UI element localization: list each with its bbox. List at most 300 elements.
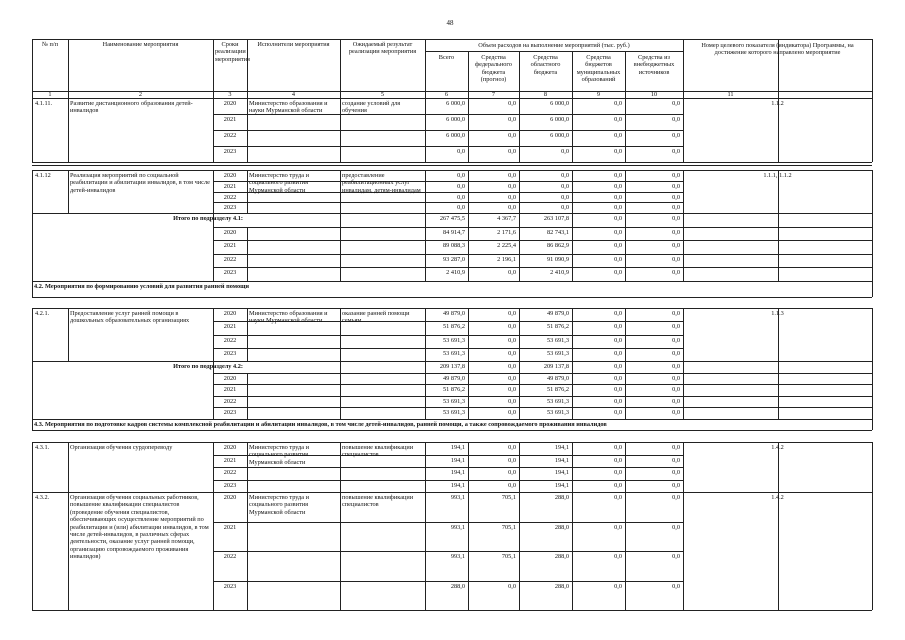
amount-cell: 2 196,1 [497, 255, 516, 263]
grid-line-v [247, 227, 248, 281]
item-executors: Министерство труда и социального развития Мурманской области [249, 444, 309, 466]
grid-line-h [213, 396, 872, 397]
grid-line-v [572, 98, 573, 162]
amount-cell: 0,0 [672, 553, 680, 560]
amount-cell: 0,0 [672, 444, 680, 451]
amount-cell: 0,0 [508, 336, 516, 344]
amount-cell: 0,0 [614, 148, 622, 155]
grid-line-h [213, 522, 683, 523]
year-cell: 2020 [223, 374, 237, 382]
amount-cell: 263 107,8 [543, 215, 569, 222]
grid-line-v [32, 308, 33, 361]
grid-line-v [872, 170, 873, 213]
amount-cell: 53 691,3 [442, 336, 465, 344]
grid-line-v [572, 213, 573, 281]
grid-line-v [340, 361, 341, 419]
amount-cell: 0,0 [672, 363, 680, 370]
grid-line-h [213, 348, 683, 349]
item-name: Реализация мероприятий по социальной реабилитации и абилитации инвалидов, в том числе детей-инвалидов [70, 172, 210, 194]
grid-line-h [32, 308, 872, 309]
amount-cell: 209 137,8 [543, 363, 569, 370]
year-cell: 2020 [223, 228, 237, 236]
amount-cell: 2 410,9 [446, 269, 465, 277]
column-number: 5 [380, 91, 385, 98]
amount-cell: 0,0 [614, 255, 622, 263]
amount-cell: 0,0 [508, 116, 516, 123]
header-num: № п/п [41, 41, 59, 48]
item-executors: Министерство образования и науки Мурманской области [249, 100, 328, 115]
grid-line-h [32, 297, 872, 298]
item-indicator: 1.4.2 [771, 494, 784, 501]
column-number: 3 [228, 91, 232, 98]
item-number: 4.1.11. [35, 100, 53, 107]
header-total: Всего [438, 54, 455, 61]
grid-line-v [872, 419, 873, 430]
amount-cell: 49 879,0 [546, 374, 569, 382]
amount-cell: 53 691,3 [546, 397, 569, 405]
grid-line-v [683, 98, 684, 162]
grid-line-v [683, 170, 684, 213]
column-number: 10 [650, 91, 658, 98]
grid-line-v [468, 442, 469, 492]
amount-cell: 194,1 [450, 481, 465, 489]
grid-line-v [425, 442, 426, 492]
grid-line-v [872, 492, 873, 610]
grid-line-v [683, 213, 684, 281]
item-indicator: 1.1.2 [771, 100, 784, 107]
item-executors: Министерство образования и науки Мурманской области [249, 310, 328, 325]
item-number: 4.1.12 [35, 172, 51, 179]
header-expenses: Объем расходов на выполнение мероприятий (тыс. руб.) [478, 42, 630, 49]
header-result: Ожидаемый результат реализации мероприятия [348, 41, 417, 56]
amount-cell: 209 137,8 [439, 363, 465, 370]
grid-line-h [213, 130, 683, 131]
year-cell: 2021 [223, 456, 237, 464]
amount-cell: 0,0 [614, 456, 622, 464]
amount-cell: 0,0 [672, 469, 680, 476]
grid-line-v [519, 361, 520, 419]
grid-line-v [625, 170, 626, 213]
header-terms: Сроки реализации мероприятия [215, 41, 250, 63]
column-number: 11 [727, 91, 734, 98]
year-cell: 2023 [223, 582, 237, 590]
amount-cell: 0,0 [508, 323, 516, 331]
header-regional: Средства областного бюджета [530, 54, 561, 76]
grid-line-v [213, 308, 214, 361]
amount-cell: 0,0 [614, 204, 622, 212]
amount-cell: 0,0 [508, 148, 516, 155]
item-number: 4.3.1. [35, 444, 50, 451]
amount-cell: 53 691,3 [442, 349, 465, 357]
grid-line-v [778, 213, 779, 281]
amount-cell: 0,0 [672, 494, 680, 501]
amount-cell: 0,0 [508, 182, 516, 190]
grid-line-v [572, 361, 573, 419]
grid-line-h [213, 407, 872, 408]
amount-cell: 2 171,6 [497, 228, 516, 236]
amount-cell: 0,0 [561, 172, 569, 179]
amount-cell: 89 088,3 [442, 242, 465, 250]
header-extra: Средства из внебюджетных источников [633, 54, 675, 76]
amount-cell: 51 876,2 [442, 386, 465, 394]
amount-cell: 2 410,9 [550, 269, 569, 277]
grid-line-v [340, 308, 341, 361]
grid-line-h [213, 480, 683, 481]
grid-line-v [778, 361, 779, 419]
grid-line-v [625, 213, 626, 281]
amount-cell: 705,1 [501, 523, 516, 531]
amount-cell: 0,0 [457, 182, 465, 190]
amount-cell: 0,0 [614, 582, 622, 590]
header-municipal: Средства бюджетов муниципальных образований [576, 54, 621, 84]
amount-cell: 288,0 [554, 582, 569, 590]
grid-line-v [213, 492, 214, 610]
amount-cell: 0,0 [672, 323, 680, 331]
grid-line-h [213, 227, 872, 228]
header-executors: Исполнители мероприятия [257, 41, 330, 48]
grid-line-v [247, 492, 248, 610]
year-cell: 2022 [223, 397, 237, 405]
amount-cell: 49 879,0 [546, 310, 569, 317]
grid-line-v [68, 442, 69, 492]
grid-line-v [32, 442, 33, 492]
amount-cell: 0,0 [561, 148, 569, 155]
year-cell: 2020 [223, 172, 237, 179]
amount-cell: 993,1 [450, 494, 465, 501]
grid-line-v [213, 98, 214, 162]
amount-cell: 0,0 [508, 397, 516, 405]
grid-line-v [32, 281, 33, 297]
amount-cell: 0,0 [614, 172, 622, 179]
grid-line-h [32, 492, 872, 493]
grid-line-v [683, 492, 684, 610]
grid-line-h [213, 240, 872, 241]
amount-cell: 0,0 [672, 386, 680, 394]
amount-cell: 53 691,3 [546, 336, 569, 344]
grid-line-v [32, 170, 33, 213]
header-indicator: Номер целевого показателя (индикатора) Программы, на достижение которого направлено мероприятие [701, 42, 854, 57]
amount-cell: 194,1 [450, 444, 465, 451]
amount-cell: 0,0 [614, 409, 622, 417]
amount-cell: 0,0 [672, 397, 680, 405]
grid-line-v [32, 361, 33, 419]
grid-line-v [213, 170, 214, 213]
year-cell: 2022 [223, 469, 237, 476]
amount-cell: 0,0 [672, 409, 680, 417]
grid-line-v [425, 361, 426, 419]
amount-cell: 4 367,7 [497, 215, 516, 222]
amount-cell: 194,1 [450, 456, 465, 464]
amount-cell: 0,0 [508, 374, 516, 382]
amount-cell: 0,0 [457, 148, 465, 155]
grid-line-v [683, 442, 684, 492]
amount-cell: 53 691,3 [546, 409, 569, 417]
grid-line-h [213, 146, 683, 147]
grid-line-v [625, 361, 626, 419]
amount-cell: 84 914,7 [442, 228, 465, 236]
amount-cell: 0,0 [508, 469, 516, 476]
item-result: создание условий для обучения [342, 100, 401, 115]
column-number: 6 [444, 91, 449, 98]
amount-cell: 0,0 [672, 374, 680, 382]
amount-cell: 0,0 [614, 182, 622, 190]
grid-line-v [425, 213, 426, 281]
amount-cell: 0,0 [614, 481, 622, 489]
item-name: Организация обучения социальных работников, повышение квалификации специалистов (проведение обучения специалистов, обеспечивающих осуществление мероприятий по реабилитации и (или) абилитации инвалидов, в том числе детей-инвалидов, в различных сферах деятельности, оказание услуг ранней помощи, организацию сопровождаемого проживания инвалидов) [70, 494, 209, 561]
grid-line-v [68, 492, 69, 610]
grid-line-h [32, 170, 872, 171]
year-cell: 2020 [223, 100, 237, 107]
amount-cell: 0,0 [614, 494, 622, 501]
grid-line-v [519, 170, 520, 213]
grid-line-v [872, 281, 873, 297]
item-name: Организация обучения сурдопереводу [70, 444, 173, 451]
amount-cell: 0,0 [614, 193, 622, 201]
grid-line-h [425, 51, 683, 52]
grid-line-v [68, 308, 69, 361]
amount-cell: 82 743,1 [546, 228, 569, 236]
grid-line-v [32, 98, 33, 162]
amount-cell: 93 287,0 [442, 255, 465, 263]
grid-line-v [519, 213, 520, 281]
grid-line-h [32, 39, 872, 40]
grid-line-v [572, 308, 573, 361]
grid-line-v [519, 492, 520, 610]
grid-line-h [213, 551, 683, 552]
grid-line-v [425, 308, 426, 361]
grid-line-v [625, 308, 626, 361]
amount-cell: 0,0 [508, 269, 516, 277]
grid-line-v [468, 213, 469, 281]
grid-line-v [872, 308, 873, 361]
year-cell: 2020 [223, 310, 237, 317]
item-name: Предоставление услуг ранней помощи в дошкольных образовательных организациях [70, 310, 190, 325]
year-cell: 2023 [223, 349, 237, 357]
grid-line-v [468, 98, 469, 162]
grid-line-h [213, 267, 872, 268]
item-indicator: 1.1.1, 1.1.2 [763, 172, 792, 179]
header-federal: Средства федерального бюджета (прогноз) [475, 54, 512, 84]
grid-line-h [213, 373, 872, 374]
column-number: 1 [48, 91, 52, 98]
amount-cell: 288,0 [554, 553, 569, 560]
grid-line-v [247, 442, 248, 492]
item-result: повышение квалификации специалистов [342, 494, 414, 509]
amount-cell: 0,0 [508, 349, 516, 357]
amount-cell: 0,0 [457, 204, 465, 212]
grid-line-h [213, 467, 683, 468]
amount-cell: 0,0 [672, 193, 680, 201]
grid-line-v [340, 39, 341, 98]
amount-cell: 705,1 [501, 494, 516, 501]
amount-cell: 86 862,9 [546, 242, 569, 250]
amount-cell: 6 000,0 [550, 116, 569, 123]
amount-cell: 0,0 [614, 397, 622, 405]
year-cell: 2021 [223, 523, 237, 531]
amount-cell: 0,0 [508, 193, 516, 201]
section-title: 4.3. Мероприятия по подготовке кадров системы комплексной реабилитации и абилитации инвалидов, в том числе детей-инвалидов, ранней помощи, а также сопровождаемого проживания инвалидов [34, 421, 607, 428]
grid-line-v [683, 308, 684, 361]
year-cell: 2021 [223, 182, 237, 190]
grid-line-v [68, 170, 69, 213]
amount-cell: 0,0 [508, 456, 516, 464]
column-number: 2 [138, 91, 143, 98]
amount-cell: 0,0 [672, 310, 680, 317]
amount-cell: 0,0 [672, 148, 680, 155]
year-cell: 2022 [223, 193, 237, 201]
amount-cell: 0,0 [508, 100, 516, 107]
amount-cell: 194,1 [554, 444, 569, 451]
grid-line-v [68, 98, 69, 162]
amount-cell: 0,0 [614, 336, 622, 344]
amount-cell: 0,0 [614, 116, 622, 123]
grid-line-v [340, 170, 341, 213]
grid-line-h [213, 202, 683, 203]
grid-line-v [32, 492, 33, 610]
grid-line-h [213, 581, 683, 582]
year-cell: 2020 [223, 494, 237, 501]
amount-cell: 0,0 [672, 456, 680, 464]
grid-line-v [625, 442, 626, 492]
column-number: 4 [291, 91, 296, 98]
amount-cell: 6 000,0 [446, 116, 465, 123]
grid-line-h [213, 254, 872, 255]
grid-line-v [872, 213, 873, 281]
grid-line-v [872, 98, 873, 162]
item-indicator: 1.4.2 [771, 444, 784, 451]
grid-line-h [32, 162, 872, 163]
amount-cell: 0,0 [672, 100, 680, 107]
grid-line-v [68, 39, 69, 98]
amount-cell: 0,0 [508, 444, 516, 451]
year-cell: 2023 [223, 269, 237, 277]
amount-cell: 0,0 [672, 582, 680, 590]
grid-line-v [340, 492, 341, 610]
grid-line-v [340, 98, 341, 162]
item-result: предоставление реабилитационных услуг инвалидам, детям-инвалидам [342, 172, 421, 194]
amount-cell: 0,0 [508, 363, 516, 370]
grid-line-v [468, 308, 469, 361]
grid-line-v [468, 492, 469, 610]
amount-cell: 0,0 [672, 242, 680, 250]
item-executors: Министерство труда и социального развития Мурманской области [249, 172, 309, 194]
amount-cell: 6 000,0 [550, 100, 569, 107]
amount-cell: 0,0 [614, 523, 622, 531]
amount-cell: 0,0 [672, 228, 680, 236]
grid-line-h [32, 281, 872, 282]
grid-line-h [32, 98, 872, 99]
grid-line-h [32, 213, 872, 214]
year-cell: 2021 [223, 242, 237, 250]
amount-cell: 0,0 [508, 310, 516, 317]
grid-line-h [32, 165, 872, 166]
amount-cell: 6 000,0 [550, 132, 569, 139]
item-number: 4.3.2. [35, 494, 50, 501]
amount-cell: 194,1 [554, 481, 569, 489]
amount-cell: 0,0 [457, 172, 465, 179]
grid-line-v [778, 98, 779, 162]
amount-cell: 0,0 [672, 182, 680, 190]
amount-cell: 0,0 [614, 100, 622, 107]
grid-line-v [425, 39, 426, 98]
amount-cell: 0,0 [614, 269, 622, 277]
grid-line-v [247, 170, 248, 213]
grid-line-h [32, 361, 872, 362]
amount-cell: 0,0 [614, 132, 622, 139]
grid-line-h [32, 610, 872, 611]
amount-cell: 49 879,0 [442, 374, 465, 382]
amount-cell: 0,0 [614, 553, 622, 560]
amount-cell: 0,0 [508, 409, 516, 417]
item-name: Развитие дистанционного образования детей-инвалидов [70, 100, 193, 115]
amount-cell: 0,0 [614, 363, 622, 370]
amount-cell: 993,1 [450, 523, 465, 531]
grid-line-h [213, 384, 872, 385]
column-number: 7 [491, 91, 496, 98]
grid-line-v [213, 442, 214, 492]
grid-line-h [32, 419, 872, 420]
amount-cell: 0,0 [614, 215, 622, 222]
year-cell: 2022 [223, 255, 237, 263]
amount-cell: 0,0 [508, 386, 516, 394]
year-cell: 2021 [223, 116, 237, 123]
amount-cell: 0,0 [508, 204, 516, 212]
grid-line-v [32, 419, 33, 430]
amount-cell: 2 225,4 [497, 242, 516, 250]
grid-line-h [32, 430, 872, 431]
amount-cell: 705,1 [501, 553, 516, 560]
grid-line-v [247, 39, 248, 98]
grid-line-v [683, 39, 684, 98]
amount-cell: 0,0 [672, 132, 680, 139]
amount-cell: 194,1 [450, 469, 465, 476]
grid-line-v [572, 170, 573, 213]
amount-cell: 194,1 [554, 456, 569, 464]
grid-line-v [625, 492, 626, 610]
amount-cell: 51 876,2 [546, 386, 569, 394]
amount-cell: 288,0 [450, 582, 465, 590]
year-cell: 2022 [223, 553, 237, 560]
amount-cell: 194,1 [554, 469, 569, 476]
grid-line-v [213, 39, 214, 98]
year-cell: 2022 [223, 132, 237, 139]
year-cell: 2023 [223, 204, 237, 212]
amount-cell: 288,0 [554, 494, 569, 501]
amount-cell: 0,0 [508, 132, 516, 139]
section-title: 4.2. Мероприятия по формированию условий для развития ранней помощи [34, 283, 250, 290]
grid-line-v [572, 492, 573, 610]
amount-cell: 0,0 [561, 193, 569, 201]
amount-cell: 0,0 [672, 172, 680, 179]
subtotal-label: Итого по подразделу 4.1: [173, 215, 243, 222]
column-number: 8 [543, 91, 548, 98]
grid-line-v [247, 308, 248, 361]
item-indicator: 1.1.3 [771, 310, 784, 317]
amount-cell: 0,0 [614, 386, 622, 394]
grid-line-v [519, 98, 520, 162]
amount-cell: 0,0 [672, 215, 680, 222]
year-cell: 2023 [223, 148, 237, 155]
year-cell: 2023 [223, 409, 237, 417]
amount-cell: 0,0 [672, 523, 680, 531]
grid-line-v [468, 361, 469, 419]
amount-cell: 0,0 [508, 481, 516, 489]
year-cell: 2021 [223, 386, 237, 394]
grid-line-v [247, 373, 248, 419]
amount-cell: 51 876,2 [442, 323, 465, 331]
amount-cell: 53 691,3 [442, 409, 465, 417]
grid-line-v [778, 492, 779, 610]
